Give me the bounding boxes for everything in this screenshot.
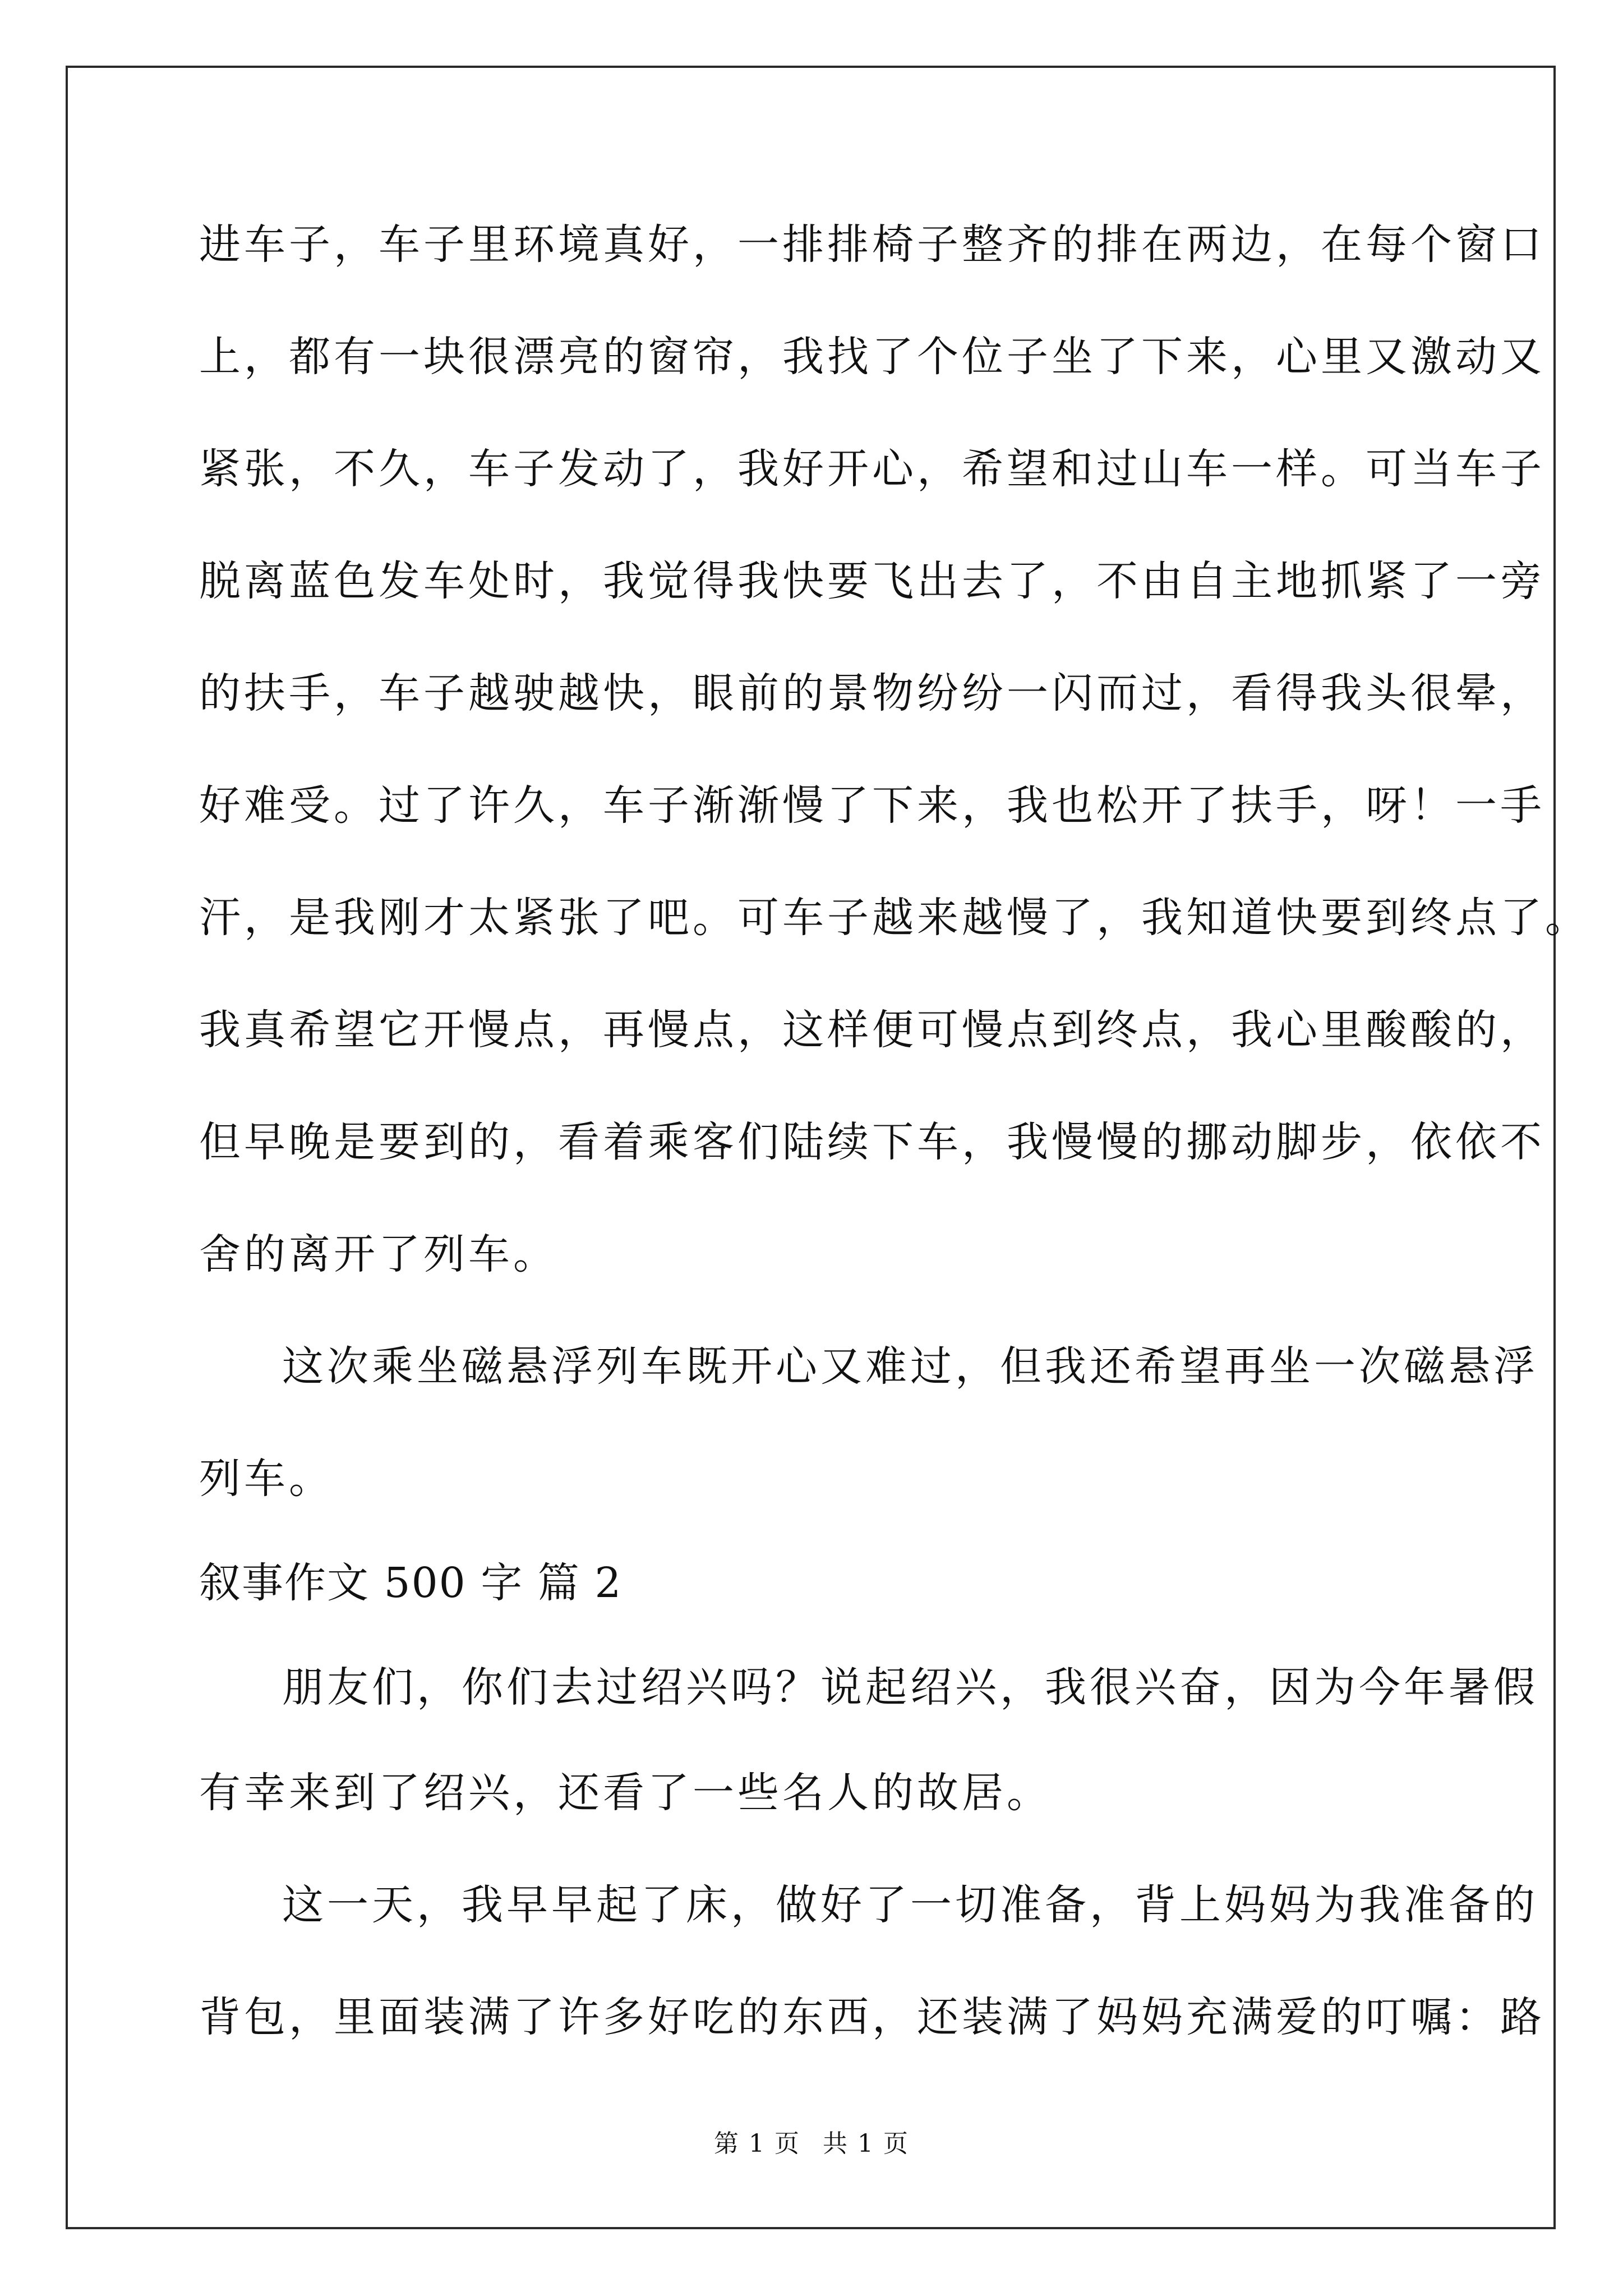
body-line: 我真希望它开慢点，再慢点，这样便可慢点到终点，我心里酸酸的， <box>199 1006 1545 1054</box>
body-line: 紧张，不久，车子发动了，我好开心，希望和过山车一样。可当车子 <box>199 445 1545 493</box>
body-line: 的扶手，车子越驶越快，眼前的景物纷纷一闪而过，看得我头很晕， <box>199 669 1545 717</box>
paragraph-first-line: 朋友们，你们去过绍兴吗？说起绍兴，我很兴奋，因为今年暑假 <box>282 1663 1538 1711</box>
body-line: 背包，里面装满了许多好吃的东西，还装满了妈妈充满爱的叮嘱：路 <box>199 1993 1545 2041</box>
body-line: 上，都有一块很漂亮的窗帘，我找了个位子坐了下来，心里又激动又 <box>199 333 1545 381</box>
paragraph-first-line: 这次乘坐磁悬浮列车既开心又难过，但我还希望再坐一次磁悬浮 <box>282 1342 1538 1391</box>
body-line: 进车子，车子里环境真好，一排排椅子整齐的排在两边，在每个窗口 <box>199 220 1545 269</box>
body-line: 好难受。过了许久，车子渐渐慢了下来，我也松开了扶手，呀！一手 <box>199 781 1545 830</box>
body-line: 脱离蓝色发车处时，我觉得我快要飞出去了，不由自主地抓紧了一旁 <box>199 557 1545 605</box>
page-number: 第 1 页 <box>714 2129 800 2158</box>
body-line: 但早晚是要到的，看着乘客们陆续下车，我慢慢的挪动脚步，依依不 <box>199 1118 1545 1166</box>
body-line: 列车。 <box>199 1455 334 1503</box>
section-heading: 叙事作文 500 字 篇 2 <box>199 1559 623 1607</box>
body-line: 汗，是我刚才太紧张了吧。可车子越来越慢了，我知道快要到终点了。 <box>199 894 1590 942</box>
body-line: 有幸来到了绍兴，还看了一些名人的故居。 <box>199 1769 1052 1817</box>
page-footer <box>0 2127 1623 2161</box>
body-line: 舍的离开了列车。 <box>199 1230 558 1278</box>
page-total: 共 1 页 <box>823 2129 909 2158</box>
paragraph-first-line: 这一天，我早早起了床，做好了一切准备，背上妈妈为我准备的 <box>282 1881 1538 1929</box>
